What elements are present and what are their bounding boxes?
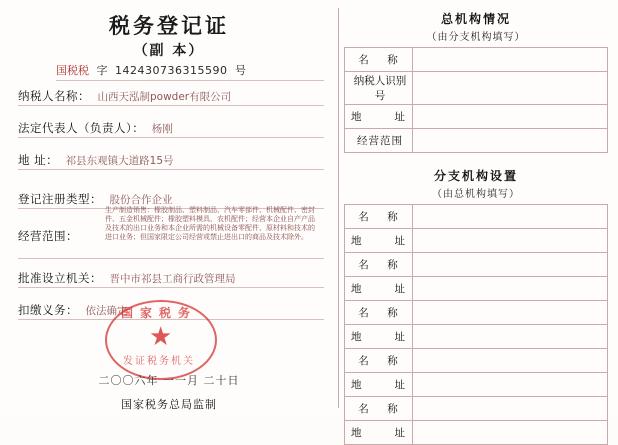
- table-row: [345, 373, 608, 397]
- section2-subheading: （由总机构填写）: [432, 189, 520, 200]
- star-icon: ★: [149, 322, 173, 352]
- serial-zi: 字: [96, 64, 108, 77]
- row-key: 名 称: [345, 253, 413, 277]
- underline-4: [18, 258, 324, 259]
- row-key: 经营范围: [345, 129, 413, 153]
- field-taxpayer-name-label: 纳税人名称：: [18, 89, 90, 103]
- table-row: [345, 72, 608, 105]
- row-key: 地 址: [345, 325, 413, 349]
- section1-subheading: （由分支机构填写）: [426, 32, 526, 43]
- row-value[interactable]: [413, 325, 608, 349]
- row-key: 名 称: [345, 397, 413, 421]
- field-registration-type: [18, 191, 173, 207]
- section2-heading: 分支机构设置: [433, 169, 518, 183]
- row-value[interactable]: [413, 48, 608, 72]
- row-key: 地 址: [345, 229, 413, 253]
- field-registration-type-value: 股份合作企业: [109, 194, 173, 206]
- table-row: [345, 253, 608, 277]
- field-approval-authority-value: 晋中市祁县工商行政管理局: [109, 273, 236, 285]
- row-key: 地 址: [345, 105, 413, 129]
- field-approval-authority-label: 批准设立机关：: [18, 271, 102, 285]
- row-value[interactable]: [413, 205, 608, 229]
- serial-underline: [56, 80, 324, 81]
- row-key: 名 称: [345, 205, 413, 229]
- row-value[interactable]: [413, 349, 608, 373]
- business-scope-text: 生产制造销售：橡胶制品、塑料制品、汽车零部件、机械配件、密封件、五金机械配件；橡胶塑料模具、农机配件；经营本企业自产产品及技术的出口业务和本企业所需的机械设备零配件、原材料和技术的进口业务；但国家限定公司经营或禁止进出口的商品及技术除外。: [105, 206, 315, 241]
- field-legal-representative: [18, 120, 173, 136]
- table-row: [345, 277, 608, 301]
- row-value[interactable]: [413, 105, 608, 129]
- section1-heading: 总机构情况: [440, 12, 511, 26]
- field-withholding-obligation: [18, 302, 128, 318]
- underline-5: [18, 287, 324, 288]
- row-key: 名 称: [345, 301, 413, 325]
- field-legal-representative-value: 杨刚: [151, 123, 173, 135]
- serial-row: [56, 62, 326, 78]
- table-row: [345, 301, 608, 325]
- field-business-scope-label: 经营范围：: [18, 229, 78, 243]
- underline-6: [18, 319, 324, 320]
- field-address-label: 地 址：: [18, 153, 59, 167]
- table-row: [345, 325, 608, 349]
- table-row: [345, 421, 608, 445]
- serial-suffix: 号: [234, 64, 246, 77]
- field-taxpayer-name-value: 山西天泓制powder有限公司: [97, 91, 232, 103]
- head-office-table: [344, 47, 608, 153]
- row-key: 地 址: [345, 421, 413, 445]
- table-row: [345, 205, 608, 229]
- field-address-value: 祁县东观镇大道路15号: [65, 155, 174, 167]
- field-registration-type-label: 登记注册类型：: [18, 192, 102, 206]
- field-withholding-obligation-value: 依法确定: [85, 305, 128, 317]
- row-value[interactable]: [413, 301, 608, 325]
- row-key: 地 址: [345, 373, 413, 397]
- serial-number: 142430736315590: [115, 64, 228, 77]
- field-withholding-obligation-label: 扣缴义务：: [18, 303, 78, 317]
- panel-divider: [338, 8, 339, 408]
- serial-prefix: 国税税: [56, 64, 89, 77]
- table-row: [345, 48, 608, 72]
- seal-bottom-text: 发证税务机关: [123, 356, 195, 367]
- field-taxpayer-name: [18, 88, 231, 104]
- row-value[interactable]: [413, 277, 608, 301]
- field-approval-authority: [18, 270, 236, 286]
- issue-date: 二〇〇六年 一一月 二十日: [98, 374, 240, 387]
- document-title: 税务登记证: [109, 13, 229, 38]
- row-key: 名 称: [345, 48, 413, 72]
- row-key: 纳税人识别号: [345, 72, 413, 105]
- row-value[interactable]: [413, 229, 608, 253]
- row-value[interactable]: [413, 129, 608, 153]
- document-subtitle: （副 本）: [133, 43, 205, 59]
- underline-0: [18, 105, 324, 106]
- underline-1: [18, 137, 324, 138]
- table-row: [345, 229, 608, 253]
- row-key: 名 称: [345, 349, 413, 373]
- row-value[interactable]: [413, 421, 608, 445]
- row-value[interactable]: [413, 253, 608, 277]
- row-value[interactable]: [413, 373, 608, 397]
- row-value[interactable]: [413, 72, 608, 105]
- field-business-scope: [18, 228, 78, 244]
- field-address: [18, 152, 174, 168]
- certificate-right-panel: [344, 10, 608, 445]
- field-legal-representative-label: 法定代表人（负责人）：: [18, 121, 145, 135]
- branch-office-table: [344, 204, 608, 445]
- underline-2: [18, 169, 324, 170]
- table-row: [345, 349, 608, 373]
- document-footer: 国家税务总局监制: [121, 398, 217, 411]
- table-row: [345, 105, 608, 129]
- table-row: [345, 129, 608, 153]
- seal-top-text: 国家税务: [120, 306, 197, 320]
- row-key: 地 址: [345, 277, 413, 301]
